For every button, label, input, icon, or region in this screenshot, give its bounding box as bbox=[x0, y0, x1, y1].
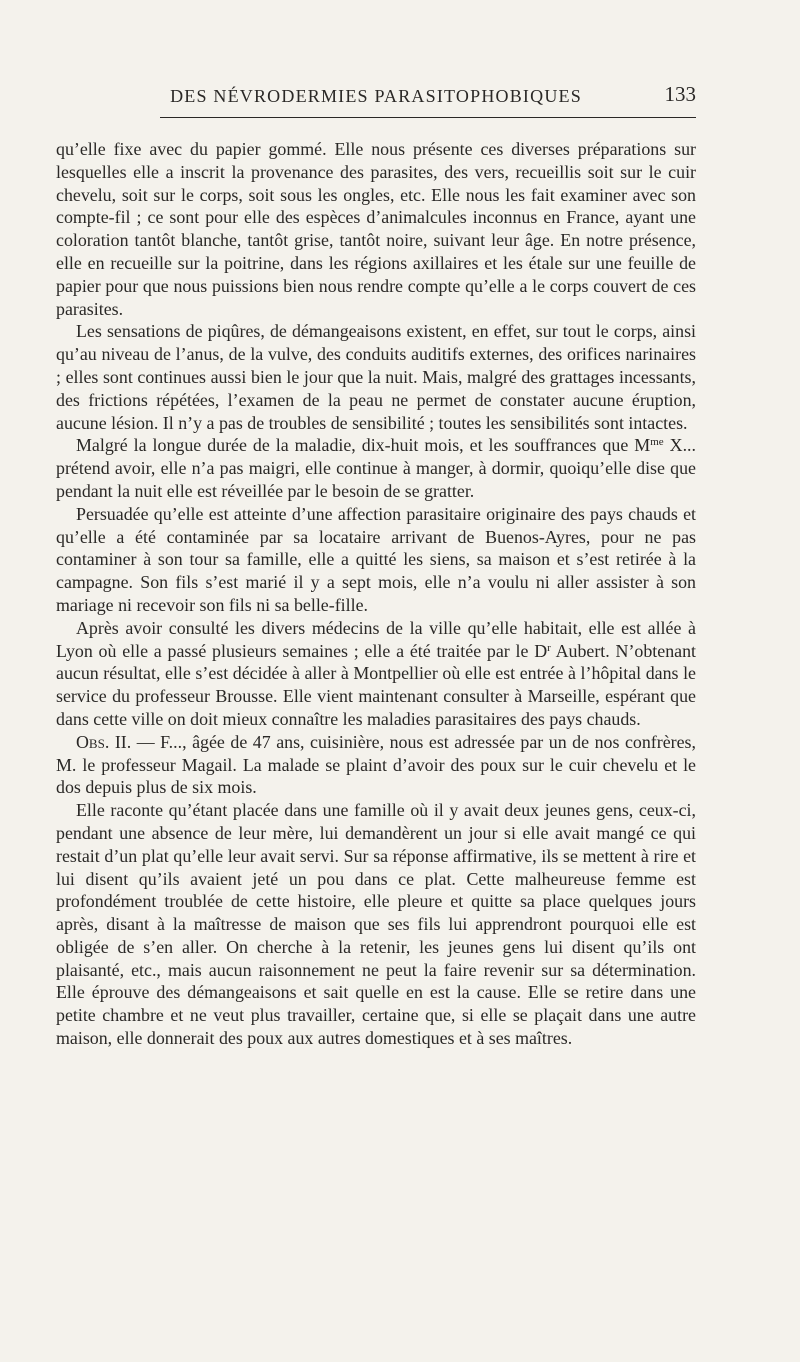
paragraph-3 bbox=[56, 434, 696, 502]
paragraph-3-part-a: Malgré la longue durée de la maladie, dix-huit mois, et les souffrances que M bbox=[76, 435, 651, 456]
paragraph-6 bbox=[56, 731, 696, 799]
paragraph-6-text: II. — F..., âgée de 47 ans, cuisinière, nous est adressée par un de nos confrères, M. le professeur Magail. La malade se plaint d’avoir des poux sur le cuir chevelu et le dos depuis plus de six mois. bbox=[56, 731, 696, 798]
paragraph-5-part-b: Aubert. N’obtenant aucun résultat, elle s’est décidée à aller à Montpellier où elle est entrée à l’hôpital dans le service du professeur Brousse. Elle vient maintenant consulter à Marseille, espérant que dans cette ville on doit mieux connaître les maladies parasitaires des pays chauds. bbox=[56, 640, 697, 729]
paragraph-4: Persuadée qu’elle est atteinte d’une affection parasitaire originaire des pays chauds et qu’elle a été contaminée par sa locataire arrivant de Buenos-Ayres, pour ne pas contaminer à son tour sa famille, elle a quitté les siens, sa maison et s’est retirée à la campagne. Son fils s’est marié il y a sept mois, elle n’a voulu ni aller assister à son mariage ni recevoir son fils ni sa belle-fille. bbox=[56, 503, 696, 615]
running-title: DES NÉVRODERMIES PARASITOPHOBIQUES bbox=[170, 86, 582, 106]
header-rule bbox=[160, 117, 696, 118]
obs-label: Obs. bbox=[76, 731, 110, 752]
paragraph-1: qu’elle fixe avec du papier gommé. Elle nous présente ces diverses préparations sur lesquelles elle a inscrit la provenance des parasites, des vers, recueillis soit sur le cuir chevelu, soit sur le corps, soit sous les ongles, etc. Elle nous les fait examiner avec son compte-fil ; ce sont pour elle des espèces d’animalcules inconnus en France, ayant une coloration tantôt blanche, tantôt grise, tantôt noire, suivant leur âge. En notre présence, elle en recueille sur la poitrine, dans les régions axillaires et les étale sur une feuille de papier pour que nous puissions bien nous rendre compte qu’elle a le corps couvert de ces parasites. bbox=[56, 139, 696, 319]
paragraph-2: Les sensations de piqûres, de démangeaisons existent, en effet, sur tout le corps, ainsi qu’au niveau de l’anus, de la vulve, des conduits auditifs externes, des orifices narinaires ; elles sont continues aussi bien le jour que la nuit. Mais, malgré des grattages incessants, des frictions répétées, l’examen de la peau ne permet de constater aucune éruption, aucune lésion. Il n’y a pas de troubles de sensibilité ; toutes les sensibilités sont intactes. bbox=[56, 321, 696, 433]
superscript-me: me bbox=[650, 436, 664, 449]
running-head bbox=[56, 82, 696, 112]
body-text bbox=[56, 138, 696, 1050]
page-number: 133 bbox=[664, 82, 696, 106]
paragraph-5-part-a: Après avoir consulté les divers médecins de la ville qu’elle habitait, elle est allée à Lyon où elle a passé plusieurs semaines ; elle a été traitée par le D bbox=[56, 617, 696, 661]
paragraph-3-part-b: X... prétend avoir, elle n’a pas maigri, elle continue à manger, à dormir, quoiqu’elle dise que pendant la nuit elle est réveillée par le besoin de se gratter. bbox=[56, 435, 696, 501]
superscript-r: r bbox=[547, 641, 551, 654]
paragraph-5 bbox=[56, 617, 696, 731]
paragraph-7: Elle raconte qu’étant placée dans une famille où il y avait deux jeunes gens, ceux-ci, pendant une absence de leur mère, lui demandèrent un jour si elle avait mangé ce qui restait d’un plat qu’elle leur avait servi. Sur sa réponse affirmative, ils se mettent à rire et lui disent qu’ils avaient jeté un pou dans ce plat. Cette malheureuse femme est profondément troublée de cette histoire, elle pleure et quitte sa place quelques jours après, disant à la maîtresse de maison que ses fils lui apprendront pourquoi elle est obligée de s’en aller. On cherche à la retenir, les jeunes gens lui disent qu’ils ont plaisanté, etc., mais aucun raisonnement ne peut la faire revenir sur sa détermination. Elle éprouve des démangeaisons et sait quelle en est la cause. Elle se retire dans une petite chambre et ne veut plus travailler, certaine que, si elle se plaçait dans une autre maison, elle donnerait des poux aux autres domestiques et à ses maîtres. bbox=[56, 800, 696, 1049]
